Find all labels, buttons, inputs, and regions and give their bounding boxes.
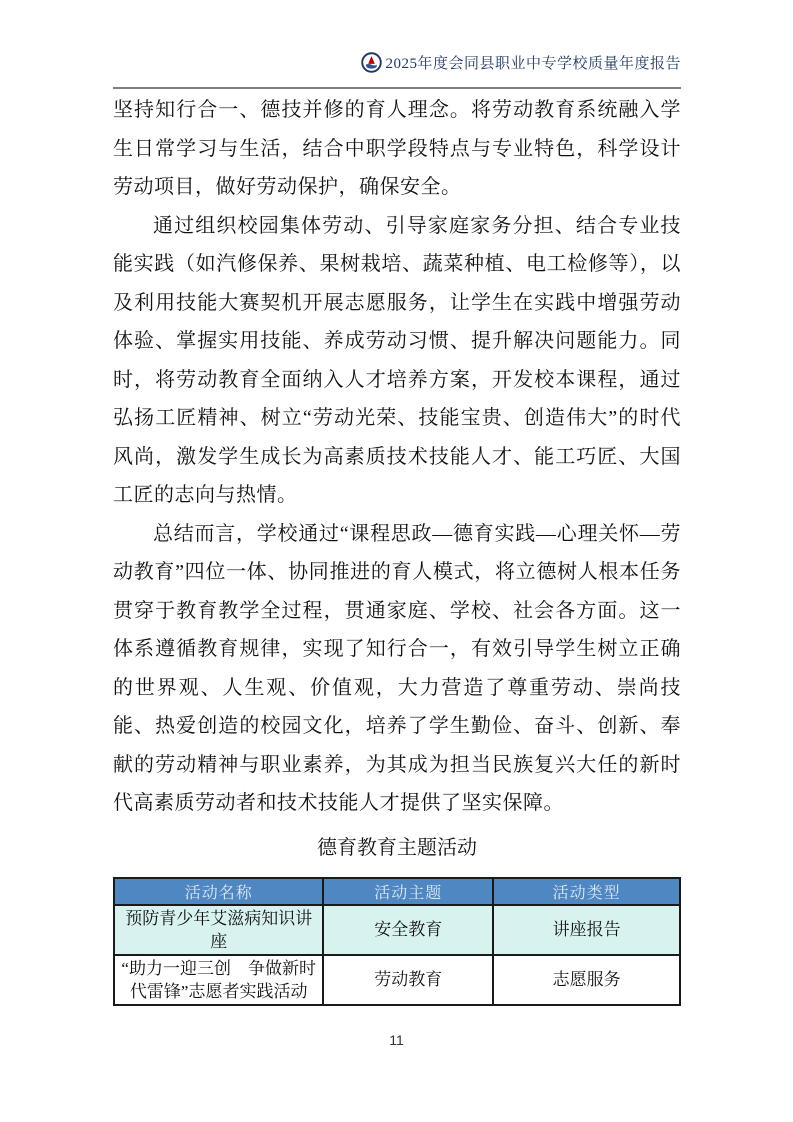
- header-divider: [113, 87, 681, 89]
- school-emblem-icon: [361, 52, 382, 73]
- column-header-activity-type: 活动类型: [493, 878, 680, 905]
- page-header: [113, 52, 681, 73]
- column-header-activity-name: 活动名称: [114, 878, 323, 905]
- moral-education-activity-table: [113, 877, 681, 1006]
- document-body: [113, 91, 681, 1006]
- page-number: 11: [389, 1032, 404, 1048]
- cell-activity-name: 预防青少年艾滋病知识讲座: [114, 905, 323, 955]
- table-row: [114, 955, 680, 1005]
- table-caption: 德育教育主题活动: [317, 836, 477, 859]
- paragraph-labor-concept: 坚持知行合一、德技并修的育人理念。将劳动教育系统融入学生日常学习与生活，结合中职学段特点与专业特色，科学设计劳动项目，做好劳动保护，确保安全。: [113, 99, 681, 198]
- table-row: [114, 905, 680, 955]
- cell-activity-type: 志愿服务: [493, 955, 680, 1005]
- cell-activity-name: “助力一迎三创 争做新时代雷锋”志愿者实践活动: [114, 955, 323, 1005]
- report-title: 2025年度会同县职业中专学校质量年度报告: [385, 56, 681, 72]
- cell-activity-theme: 劳动教育: [323, 955, 493, 1005]
- cell-activity-theme: 安全教育: [323, 905, 493, 955]
- cell-activity-type: 讲座报告: [493, 905, 680, 955]
- paragraph-labor-practice: 通过组织校园集体劳动、引导家庭家务分担、结合专业技能实践（如汽修保养、果树栽培、蔬菜种植、电工检修等），以及利用技能大赛契机开展志愿服务，让学生在实践中增强劳动体验、掌握实用技能、养成劳动习惯、提升解决问题能力。同时，将劳动教育全面纳入人才培养方案，开发校本课程，通过弘扬工匠精神、树立“劳动光荣、技能宝贵、创造伟大”的时代风尚，激发学生成长为高素质技术技能人才、能工巧匠、大国工匠的志向与热情。: [113, 214, 681, 506]
- column-header-activity-theme: 活动主题: [323, 878, 493, 905]
- table-header-row: [114, 878, 680, 905]
- paragraph-summary: 总结而言，学校通过“课程思政—德育实践—心理关怀—劳动教育”四位一体、协同推进的育人模式，将立德树人根本任务贯穿于教育教学全过程，贯通家庭、学校、社会各方面。这一体系遵循教育规律，实现了知行合一，有效引导学生树立正确的世界观、人生观、价值观，大力营造了尊重劳动、崇尚技能、热爱创造的校园文化，培养了学生勤俭、奋斗、创新、奉献的劳动精神与职业素养，为其成为担当民族复兴大任的新时代高素质劳动者和技术技能人才提供了坚实保障。: [113, 522, 681, 814]
